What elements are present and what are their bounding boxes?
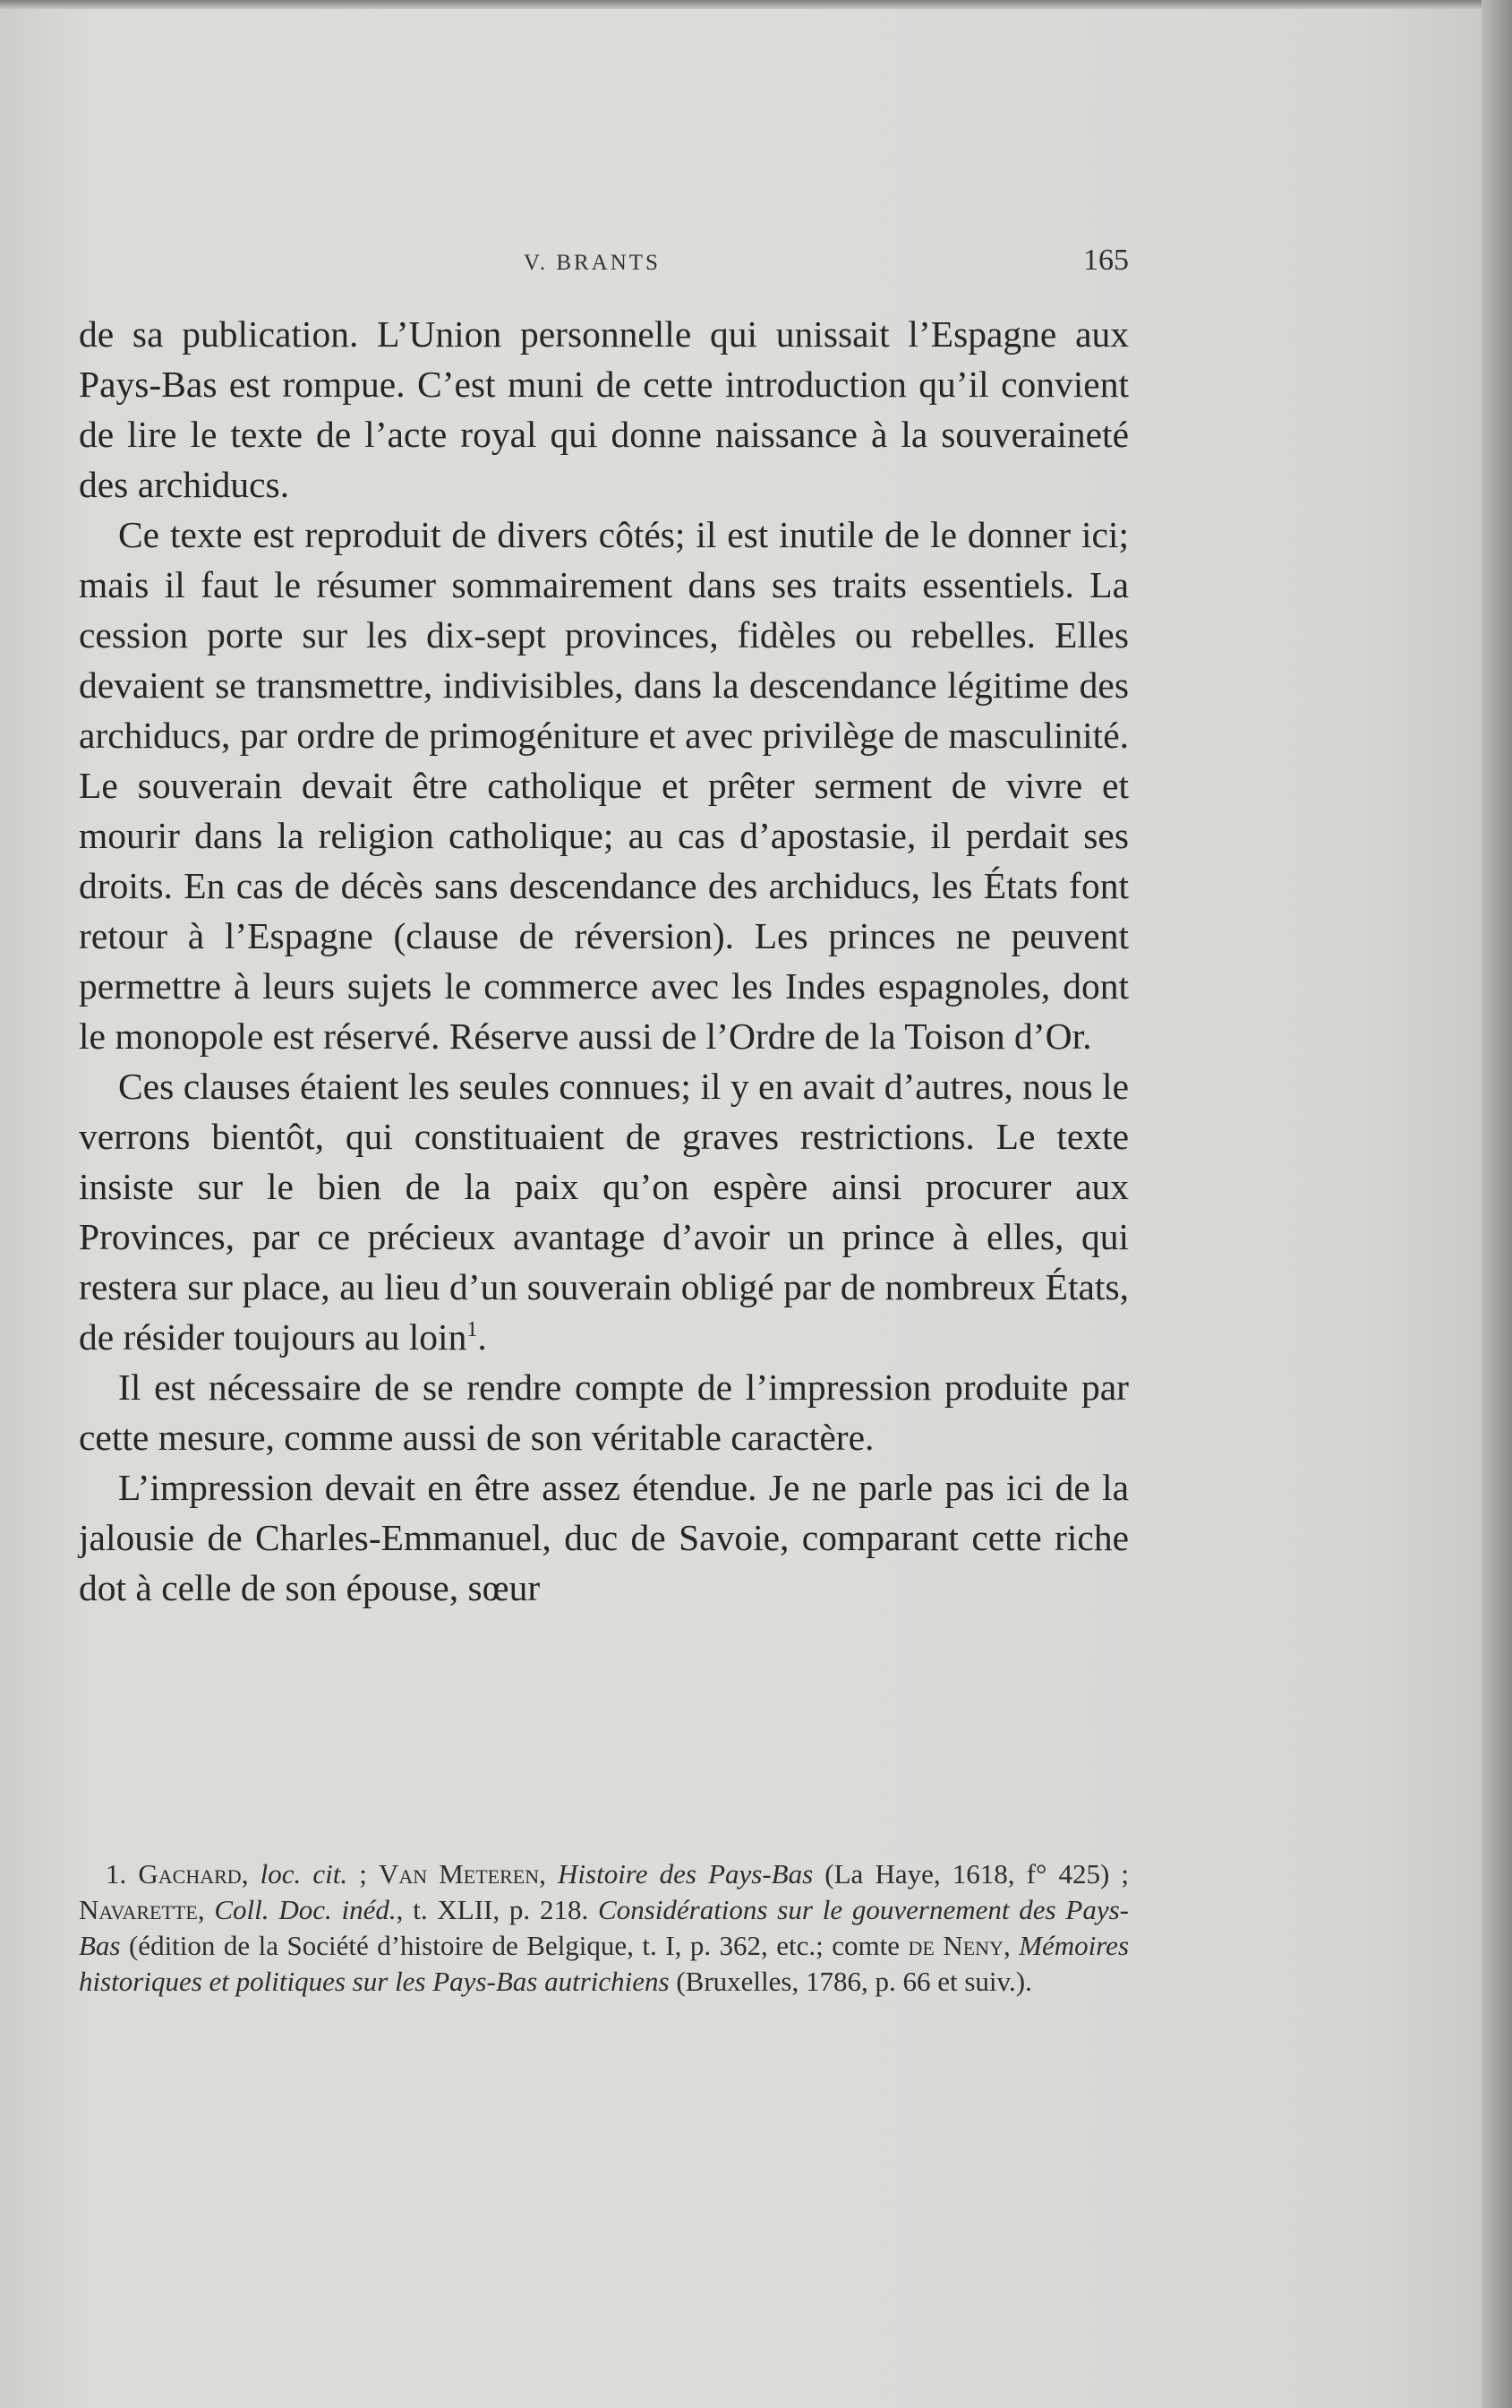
footnote-text: , t. XLII, p. 218.: [396, 1894, 599, 1925]
paragraph: [79, 309, 1129, 510]
citation-title: Coll. Doc. inéd.: [214, 1894, 397, 1925]
footnote-number: 1.: [106, 1858, 127, 1890]
paragraph: [79, 1362, 1129, 1462]
footnote-text: ,: [539, 1858, 559, 1890]
paragraph: [79, 1061, 1129, 1362]
main-text: [79, 309, 1129, 1613]
paragraph-text: Ce texte est reproduit de divers côtés; il est inutile de le donner ici; mais il faut le résumer sommairement dans ses traits essentiels. La cession porte sur les dix-sept provinces, fidèles ou rebelles. Elles devaient se transmettre, indivisibles, dans la descendance légitime des archiducs, par ordre de primogéniture et avec privilège de masculinité. Le souverain devait être catholique et prêter serment de vivre et mourir dans la religion catholique; au cas d’apostasie, il perdait ses droits. En cas de décès sans descendance des archiducs, les États font retour à l’Espagne (clause de réversion). Les princes ne peuvent permettre à leurs sujets le commerce avec les Indes espagnoles, dont le monopole est réservé. Réserve aussi de l’Ordre de la Toison d’Or.: [79, 514, 1129, 1057]
footnote-text: (Bruxelles, 1786, p. 66 et suiv.).: [669, 1966, 1032, 1997]
paragraph-text: Il est nécessaire de se rendre compte de l’impression produite par cette mesure, comme aussi de son véritable caractère.: [79, 1367, 1129, 1458]
citation-title: Mémoires historiques et politiques sur les Pays-Bas autrichiens: [79, 1930, 1130, 1997]
author-name: Gachard: [138, 1858, 242, 1890]
footnote-text: (édition de la Société d’histoire de Belgique, t. I, p. 362, etc.; comte: [120, 1930, 909, 1961]
footnote-text: ,: [241, 1858, 261, 1890]
author-name: Van Meteren: [378, 1858, 540, 1890]
footnote-text: ,: [197, 1894, 215, 1925]
paragraph-text: de sa publication. L’Union personnelle qui unissait l’Espagne aux Pays-Bas est rompue. C’est muni de cette introduction qu’il convient de lire le texte de l’acte royal qui donne naissance à la souveraineté des archiducs.: [79, 313, 1129, 505]
book-spine-edge: [1482, 0, 1512, 2408]
footnote-reference: 1: [466, 1318, 478, 1342]
footnotes: [79, 1856, 1129, 2000]
citation-title: Considérations sur le gouvernement des Pays-Bas: [79, 1894, 1130, 1961]
page-header: [524, 242, 1129, 287]
author-name: de Neny: [908, 1930, 1004, 1961]
paragraph-end: .: [477, 1316, 487, 1358]
paragraph-text: L’impression devait en être assez étendue. Je ne parle pas ici de la jalousie de Charles-Emmanuel, duc de Savoie, comparant cette riche dot à celle de son épouse, sœur: [79, 1467, 1129, 1608]
author-name: Navarette: [79, 1894, 198, 1925]
footnote-text: (La Haye, 1618, f° 425) ;: [813, 1858, 1130, 1890]
citation-title: Histoire des Pays-Bas: [558, 1858, 814, 1890]
citation-title: loc. cit.: [260, 1858, 348, 1890]
running-head: V. BRANTS: [524, 251, 661, 275]
footnote-text: ;: [347, 1858, 379, 1890]
paragraph: [79, 1462, 1129, 1613]
footnote: [79, 1856, 1129, 2000]
paragraph: [79, 510, 1129, 1061]
paragraph-text: Ces clauses étaient les seules connues; il y en avait d’autres, nous le verrons bientôt, qui constituaient de graves restrictions. Le texte insiste sur le bien de la paix qu’on espère ainsi procurer aux Provinces, par ce précieux avantage d’avoir un prince à elles, qui restera sur place, au lieu d’un souverain obligé par de nombreux États, de résider toujours au loin: [79, 1066, 1129, 1358]
page-top-edge: [0, 0, 1512, 9]
footnote-text: ,: [1003, 1930, 1020, 1961]
page-number: 165: [1083, 244, 1129, 277]
